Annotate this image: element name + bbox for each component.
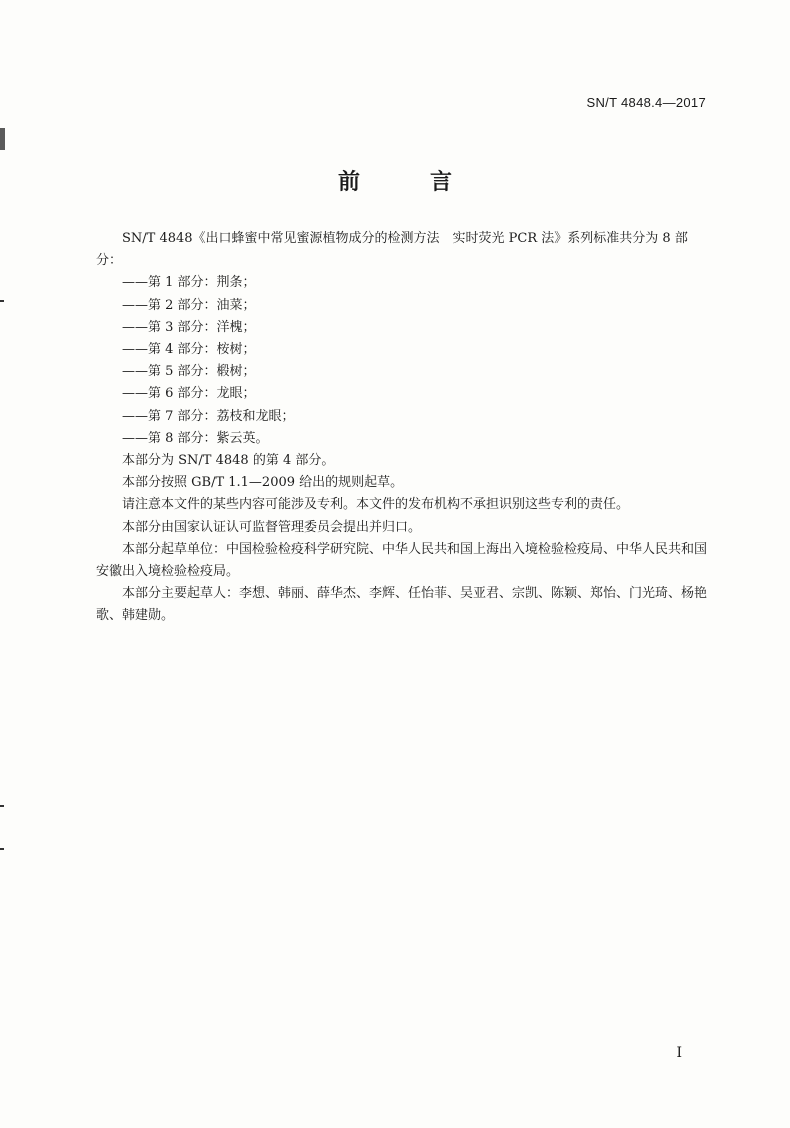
scan-tick-mark bbox=[0, 300, 4, 302]
page-title: 前 言 bbox=[337, 170, 476, 195]
list-item: ——第 8 部分：紫云英。 bbox=[122, 430, 269, 446]
paragraph: 本部分起草单位：中国检验检疫科学研究院、中华人民共和国上海出入境检验检疫局、中华人民共和国安徽出入境检验检疫局。 bbox=[96, 541, 708, 580]
document-body bbox=[96, 228, 712, 628]
document-code: SN/T 4848.4—2017 bbox=[586, 95, 706, 110]
paragraph: 本部分为 SN/T 4848 的第 4 部分。 bbox=[122, 453, 335, 469]
scan-tick-mark bbox=[0, 848, 4, 850]
list-item: ——第 7 部分：荔枝和龙眼； bbox=[122, 408, 295, 424]
list-item: ——第 2 部分：油菜； bbox=[122, 297, 256, 313]
intro-paragraph: SN/T 4848《出口蜂蜜中常见蜜源植物成分的检测方法 实时荧光 PCR 法》系列标准共分为 8 部分： bbox=[96, 231, 688, 269]
list-item: ——第 3 部分：洋槐； bbox=[122, 319, 256, 335]
scan-edge-mark bbox=[0, 128, 5, 150]
scan-tick-mark bbox=[0, 805, 4, 807]
page-number: I bbox=[676, 1045, 682, 1061]
list-item: ——第 5 部分：椴树； bbox=[122, 364, 256, 380]
list-item: ——第 1 部分：荆条； bbox=[122, 275, 256, 291]
paragraph: 本部分按照 GB/T 1.1—2009 给出的规则起草。 bbox=[122, 475, 404, 491]
paragraph: 本部分由国家认证认可监督管理委员会提出并归口。 bbox=[122, 519, 422, 535]
list-item: ——第 6 部分：龙眼； bbox=[122, 386, 256, 402]
list-item: ——第 4 部分：桉树； bbox=[122, 342, 256, 358]
paragraph: 本部分主要起草人：李想、韩丽、薛华杰、李辉、任怡菲、吴亚君、宗凯、陈颖、郑怡、门光琦、杨艳歌、韩建勋。 bbox=[96, 586, 708, 624]
paragraph: 请注意本文件的某些内容可能涉及专利。本文件的发布机构不承担识别这些专利的责任。 bbox=[122, 497, 630, 513]
